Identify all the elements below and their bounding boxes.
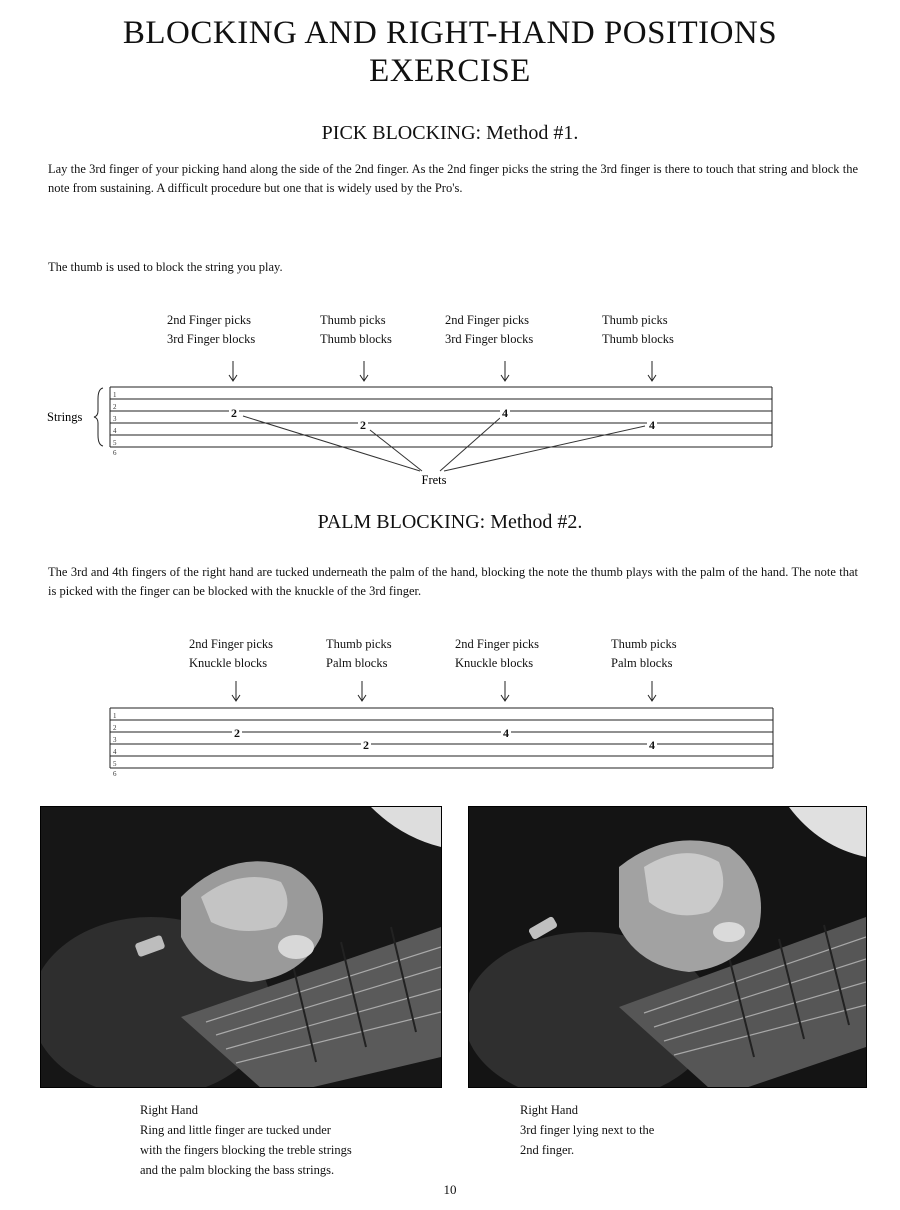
m1-note-3: 4 xyxy=(502,406,508,420)
m1-label-4 xyxy=(602,311,674,349)
m2-string-num-3: 3 xyxy=(113,736,117,744)
m2-staff-lines xyxy=(110,708,773,768)
m2-label-4-line1: Thumb picks xyxy=(611,637,677,651)
m1-string-num-6: 6 xyxy=(113,449,117,457)
photo-left-caption xyxy=(140,1100,460,1180)
m1-fret-pointers xyxy=(243,416,645,471)
photo-right-image xyxy=(469,807,866,1087)
m1-label-2-line2: Thumb blocks xyxy=(320,332,392,346)
m1-label-3 xyxy=(445,311,533,349)
photo-right-caption xyxy=(520,1100,820,1160)
photo-right-caption-line1: 3rd finger lying next to the xyxy=(520,1123,655,1137)
method1-paragraph: Lay the 3rd finger of your picking hand along the side of the 2nd finger. As the 2nd finger picks the string the 3rd finger is there to touch that string and block the note from sustaining. A difficult procedure but one that is widely used by the Pro's. xyxy=(48,162,858,195)
page-number: 10 xyxy=(443,1182,457,1197)
method1-thumb-note: The thumb is used to block the string you play. xyxy=(48,260,283,274)
m2-label-2-line2: Palm blocks xyxy=(326,656,388,670)
m1-label-4-line1: Thumb picks xyxy=(602,313,668,327)
m2-arrows xyxy=(232,681,656,701)
m2-label-4 xyxy=(611,635,677,673)
photo-left-caption-line2: with the fingers blocking the treble strings xyxy=(140,1143,352,1157)
photo-right xyxy=(468,806,867,1088)
m2-label-3 xyxy=(455,635,539,673)
m1-string-num-4: 4 xyxy=(113,427,117,435)
method2-paragraph: The 3rd and 4th fingers of the right hand are tucked underneath the palm of the hand, blocking the note the thumb plays with the palm of the hand. The note that is picked with the finger can be blocked with the knuckle of the 3rd finger. xyxy=(48,565,858,598)
m2-label-4-line2: Palm blocks xyxy=(611,656,673,670)
photo-right-caption-line2: 2nd finger. xyxy=(520,1143,575,1157)
m1-note-1: 2 xyxy=(231,406,237,420)
method1-heading: PICK BLOCKING: Method #1. xyxy=(321,122,579,144)
m1-frets-label: Frets xyxy=(421,473,447,487)
m2-label-2-line1: Thumb picks xyxy=(326,637,392,651)
m2-note-3: 4 xyxy=(503,726,509,740)
page-title-line2: EXERCISE xyxy=(369,53,531,89)
m1-label-1-line2: 3rd Finger blocks xyxy=(167,332,256,346)
m1-label-2-line1: Thumb picks xyxy=(320,313,386,327)
m1-label-1 xyxy=(167,311,255,349)
m1-staff-lines xyxy=(110,387,772,447)
m1-strings-label: Strings xyxy=(47,410,83,424)
photo-left-image xyxy=(41,807,441,1087)
m1-strings-brace xyxy=(94,388,103,446)
m1-arrows xyxy=(229,361,656,381)
m2-label-3-line2: Knuckle blocks xyxy=(455,656,534,670)
photo-right-caption-title: Right Hand xyxy=(520,1103,578,1117)
photo-left-caption-title: Right Hand xyxy=(140,1103,198,1117)
photo-left xyxy=(40,806,442,1088)
m2-note-2: 2 xyxy=(363,738,369,752)
m1-label-3-line1: 2nd Finger picks xyxy=(445,313,530,327)
m2-label-3-line1: 2nd Finger picks xyxy=(455,637,540,651)
photo-left-caption-line3: and the palm blocking the bass strings. xyxy=(140,1163,335,1177)
page-title-line1: BLOCKING AND RIGHT-HAND POSITIONS xyxy=(122,15,778,51)
m2-label-1-line2: Knuckle blocks xyxy=(189,656,268,670)
m1-string-num-5: 5 xyxy=(113,439,117,447)
m1-note-4: 4 xyxy=(649,418,655,432)
m1-label-1-line1: 2nd Finger picks xyxy=(167,313,252,327)
m1-string-num-2: 2 xyxy=(113,403,117,411)
m2-string-num-2: 2 xyxy=(113,724,117,732)
photo-left-caption-line1: Ring and little finger are tucked under xyxy=(140,1123,331,1137)
m1-label-3-line2: 3rd Finger blocks xyxy=(445,332,534,346)
m2-note-1: 2 xyxy=(234,726,240,740)
method2-tab-diagram xyxy=(0,675,900,780)
m2-string-num-5: 5 xyxy=(113,760,117,768)
m2-string-num-6: 6 xyxy=(113,770,117,778)
m2-note-4: 4 xyxy=(649,738,655,752)
m1-note-2: 2 xyxy=(360,418,366,432)
m2-string-num-4: 4 xyxy=(113,748,117,756)
m2-label-1-line1: 2nd Finger picks xyxy=(189,637,274,651)
method1-tab-diagram xyxy=(0,355,900,495)
m2-label-1 xyxy=(189,635,273,673)
m1-label-2 xyxy=(320,311,392,349)
m1-string-num-3: 3 xyxy=(113,415,117,423)
method2-heading: PALM BLOCKING: Method #2. xyxy=(317,511,583,533)
m1-string-num-1: 1 xyxy=(113,391,117,399)
m2-string-num-1: 1 xyxy=(113,712,117,720)
m2-label-2 xyxy=(326,635,392,673)
m1-label-4-line2: Thumb blocks xyxy=(602,332,674,346)
